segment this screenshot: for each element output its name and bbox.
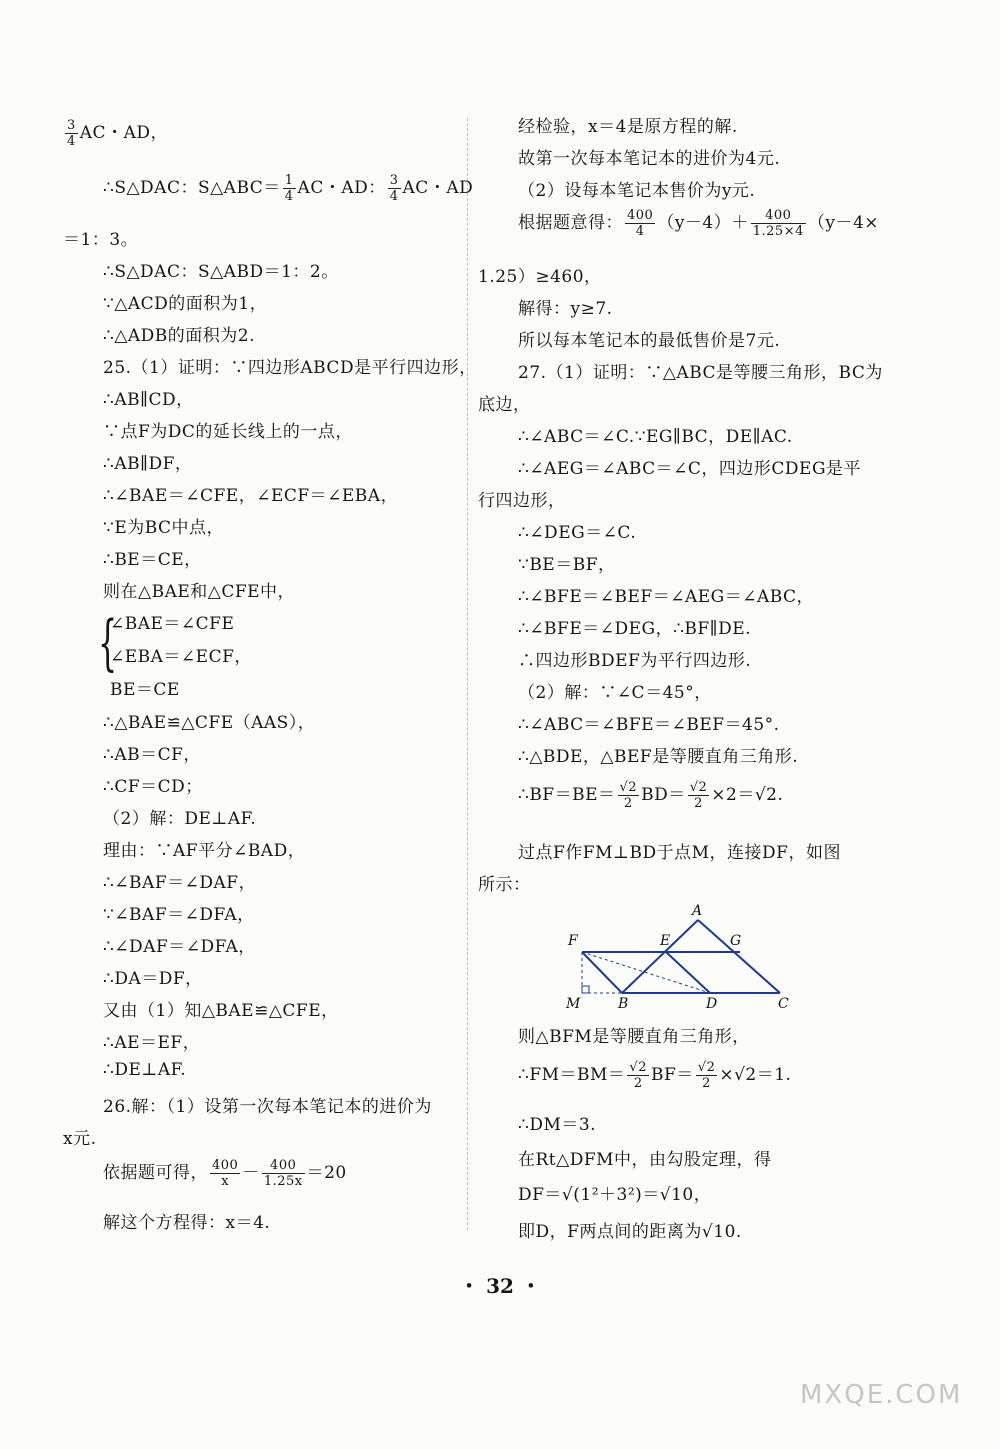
right-line-27: 在Rt△DFM中，由勾股定理，得 [518, 1150, 772, 1170]
left-line-9: ∵点F为DC的延长线上的一点， [103, 422, 353, 442]
right-line-14: ∵BE＝BF， [518, 555, 616, 575]
system-brace: { [98, 608, 118, 678]
right-line-5: 1.25）≥460， [478, 267, 602, 287]
frac-num: 400 [212, 1158, 239, 1173]
fraction [388, 173, 401, 204]
text: （y－4× [807, 213, 880, 233]
right-line-10: ∴∠ABC＝∠C.∵EG∥BC，DE∥AC. [518, 427, 793, 447]
right-line-29: 即D，F两点间的距离为√10. [518, 1222, 742, 1242]
left-line-11: ∴∠BAE＝∠CFE，∠ECF＝∠EBA， [103, 486, 399, 506]
right-line-12: 行四边形， [478, 491, 566, 511]
fraction [283, 173, 296, 204]
left-line-14: 则在△BAE和△CFE中， [103, 582, 296, 602]
left-line-23: ∴∠BAF＝∠DAF， [103, 873, 257, 893]
left-line-2 [103, 173, 473, 204]
text: AC・AD： [297, 178, 386, 198]
left-line-22: 理由：∵AF平分∠BAD， [103, 841, 306, 861]
frac-den: 2 [623, 796, 633, 811]
right-line-13: ∴∠DEG＝∠C. [518, 523, 637, 543]
text: ∴FM＝BM＝ [518, 1065, 626, 1085]
frac-num: √2 [697, 1060, 716, 1075]
geometry-figure [560, 900, 800, 1030]
right-line-21 [518, 780, 783, 811]
fraction [65, 118, 78, 149]
text: （y－4）＋ [657, 213, 749, 233]
label-a: A [692, 903, 703, 919]
right-line-19: ∴∠ABC＝∠BFE＝∠BEF＝45°. [518, 715, 780, 735]
frac-num: √2 [689, 780, 708, 795]
left-line-28: ∴AE＝EF， [103, 1033, 201, 1053]
text: 依据题可得， [103, 1163, 208, 1183]
right-angle-mark [582, 986, 589, 993]
left-line-13: ∴BE＝CE， [103, 550, 202, 570]
left-line-24: ∵∠BAF＝∠DFA， [103, 905, 255, 925]
right-line-15: ∴∠BFE＝∠BEF＝∠AEG＝∠ABC， [518, 587, 815, 607]
frac-num: 400 [751, 208, 806, 224]
text: 根据题意得： [518, 213, 623, 233]
right-line-2: 故第一次每本笔记本的进价为4元. [518, 149, 781, 169]
label-m: M [566, 996, 581, 1012]
frac-den: 2 [702, 1076, 711, 1091]
right-line-9: 底边， [478, 395, 531, 415]
left-line-31: x元. [63, 1129, 97, 1149]
left-line-10: ∴AB∥DF， [103, 454, 193, 474]
frac-num: 3 [389, 173, 399, 188]
fraction [751, 208, 806, 239]
fraction [625, 208, 655, 239]
left-line-17: BE＝CE [110, 680, 180, 700]
frac-den: 4 [389, 189, 399, 204]
text: ×2＝√2. [711, 785, 784, 805]
left-line-5: ∵△ACD的面积为1， [103, 294, 268, 314]
segment-ca [698, 920, 780, 993]
right-line-16: ∴∠BFE＝∠DEG，∴BF∥DE. [518, 619, 752, 639]
left-line-26: ∴DA＝DF， [103, 969, 203, 989]
frac-num: 1 [284, 173, 294, 188]
left-line-8: ∴AB∥CD， [103, 390, 194, 410]
left-line-21: （2）解：DE⊥AF. [103, 809, 257, 829]
left-line-32 [103, 1158, 347, 1189]
fraction [210, 1158, 240, 1189]
fraction [618, 780, 640, 811]
left-line-4: ∴S△DAC：S△ABD＝1：2。 [103, 262, 339, 282]
right-line-18: （2）解：∵∠C＝45°， [518, 683, 712, 703]
right-line-1: 经检验，x＝4是原方程的解. [518, 117, 738, 137]
left-line-18: ∴△BAE≌△CFE（AAS）， [103, 713, 316, 733]
left-line-30: 26.解：（1）设第一次每本笔记本的进价为 [103, 1097, 432, 1117]
fraction [262, 1158, 305, 1189]
right-line-24: 则△BFM是等腰直角三角形， [518, 1027, 750, 1047]
right-line-11: ∴∠AEG＝∠ABC＝∠C，四边形CDEG是平 [518, 459, 862, 479]
frac-den: 4 [635, 224, 645, 239]
frac-den: 4 [67, 134, 76, 149]
text: － [242, 1163, 260, 1183]
fraction [688, 780, 710, 811]
left-line-19: ∴AB＝CF， [103, 745, 201, 765]
left-line-33: 解这个方程得：x＝4. [103, 1213, 271, 1233]
watermark: MXQE.COM [800, 1380, 963, 1410]
fraction [696, 1060, 718, 1091]
left-line-7: 25.（1）证明：∵四边形ABCD是平行四边形， [103, 358, 477, 378]
text: AC・AD [402, 178, 474, 198]
right-line-26: ∴DM＝3. [518, 1115, 597, 1135]
left-line-29: ∴DE⊥AF. [103, 1060, 187, 1080]
left-line-12: ∵E为BC中点， [103, 518, 225, 538]
label-b: B [618, 996, 629, 1012]
text: BD＝ [641, 785, 686, 805]
right-line-23: 所示： [478, 875, 531, 895]
label-e: E [660, 933, 671, 949]
right-line-4 [518, 208, 879, 239]
frac-den: x [221, 1174, 230, 1189]
text: ∴BF＝BE＝ [518, 785, 616, 805]
text: ×√2＝1. [719, 1065, 792, 1085]
text: ＝20 [306, 1163, 347, 1183]
label-f: F [568, 933, 578, 949]
left-line-1 [63, 118, 168, 149]
frac-num: 400 [262, 1158, 305, 1174]
right-line-7: 所以每本笔记本的最低售价是7元. [518, 331, 781, 351]
right-line-28: DF＝√(1²＋3²)＝√10， [518, 1185, 712, 1205]
segment-ab [622, 920, 698, 993]
right-line-20: ∴△BDE，△BEF是等腰直角三角形. [518, 747, 799, 767]
frac-den: 4 [284, 189, 294, 204]
frac-num: √2 [619, 780, 638, 795]
left-line-15: ∠BAE＝∠CFE [110, 614, 235, 634]
left-line-20: ∴CF＝CD； [103, 777, 203, 797]
right-line-3: （2）设每本笔记本售价为y元. [518, 181, 756, 201]
segment-ed [666, 952, 710, 993]
frac-num: 3 [67, 118, 76, 133]
text: ∴S△DAC：S△ABC＝ [103, 178, 281, 198]
frac-den: 1.25×4 [752, 224, 804, 239]
left-line-25: ∴∠DAF＝∠DFA， [103, 937, 256, 957]
label-d: D [706, 996, 718, 1012]
right-line-25 [518, 1060, 791, 1091]
left-line-16: ∠EBA＝∠ECF， [110, 647, 252, 667]
frac-den: 2 [694, 796, 703, 811]
column-divider [467, 118, 468, 1230]
right-line-22: 过点F作FM⊥BD于点M，连接DF，如图 [518, 843, 841, 863]
left-line-6: ∴△ADB的面积为2. [103, 326, 256, 346]
right-line-8: 27.（1）证明：∵△ABC是等腰三角形，BC为 [518, 363, 883, 383]
label-c: C [778, 996, 789, 1012]
right-line-6: 解得：y≥7. [518, 299, 613, 319]
text: BF＝ [650, 1065, 694, 1085]
page-number: ・ 32 ・ [459, 1274, 541, 1298]
right-line-17: ∴四边形BDEF为平行四边形. [518, 651, 752, 671]
label-g: G [730, 933, 742, 949]
left-line-3: ＝1：3。 [63, 230, 139, 250]
text: AC・AD， [79, 123, 168, 143]
frac-num: 400 [627, 208, 654, 223]
frac-den: 2 [633, 1076, 643, 1091]
left-line-27: 又由（1）知△BAE≌△CFE， [103, 1001, 339, 1021]
frac-den: 1.25x [263, 1174, 303, 1189]
fraction [627, 1060, 649, 1091]
frac-num: √2 [629, 1060, 647, 1075]
